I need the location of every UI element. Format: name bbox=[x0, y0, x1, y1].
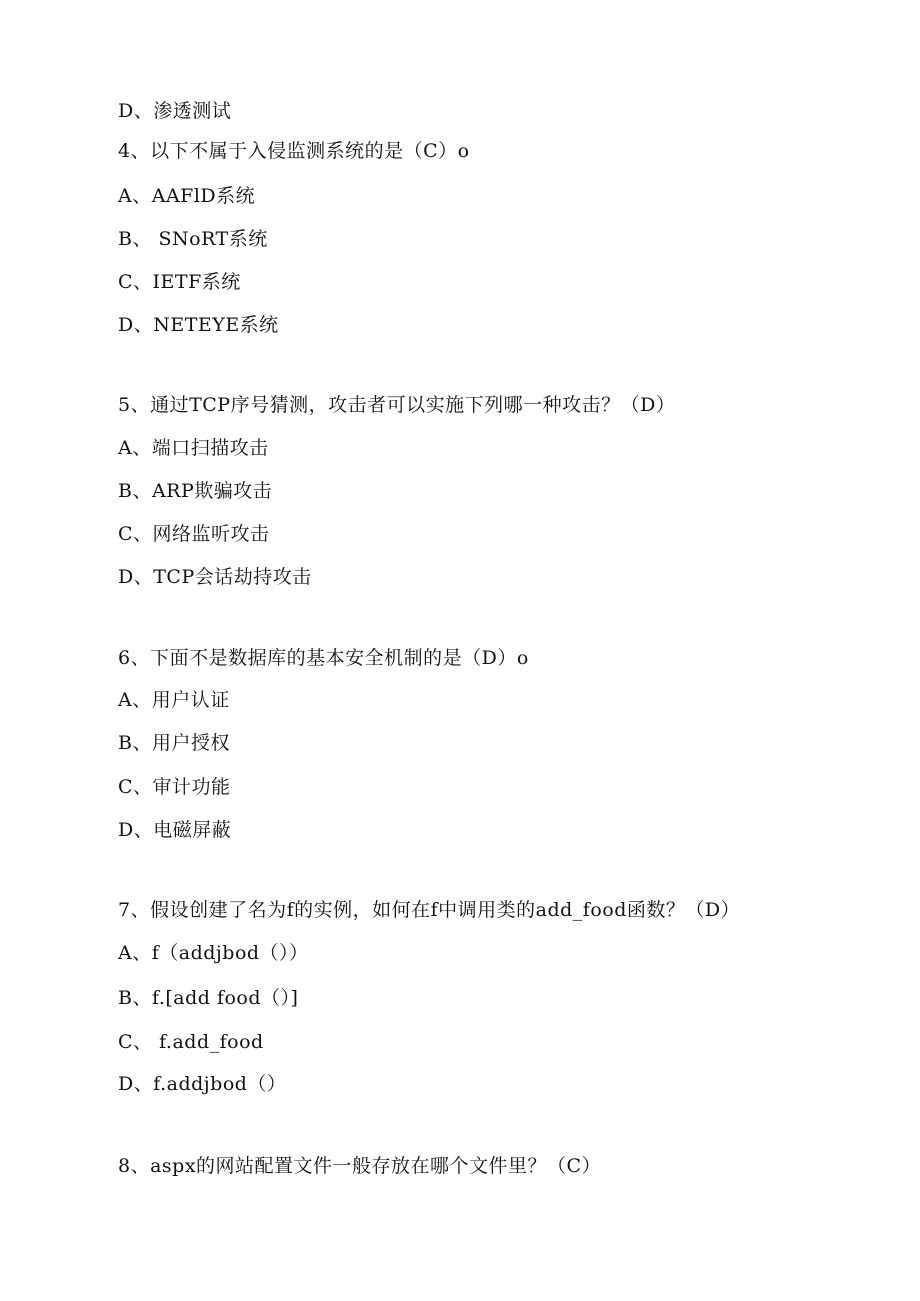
question-6-stem: 6、下面不是数据库的基本安全机制的是（D）o bbox=[118, 647, 529, 669]
question-7-option-d: D、f.addjbod（） bbox=[118, 1073, 287, 1095]
question-6-option-b: B、用户授权 bbox=[118, 732, 230, 754]
question-4-stem: 4、以下不属于入侵监测系统的是（C）o bbox=[118, 140, 470, 162]
question-7-option-a: A、f（addjbod（）） bbox=[118, 942, 309, 964]
question-4-option-a: A、AAFlD系统 bbox=[118, 185, 256, 207]
question-4-option-d: D、NETEYE系统 bbox=[118, 314, 279, 336]
question-7-option-b: B、f.[add food（）] bbox=[118, 987, 299, 1009]
question-4-option-c: C、IETF系统 bbox=[118, 271, 241, 293]
question-6-option-a: A、用户认证 bbox=[118, 689, 230, 711]
question-5-option-c: C、网络监听攻击 bbox=[118, 523, 270, 545]
question-7-option-c: C、 f.add_food bbox=[118, 1031, 264, 1053]
question-5-option-b: B、ARP欺骗攻击 bbox=[118, 480, 273, 502]
question-5-option-d: D、TCP会话劫持攻击 bbox=[118, 566, 312, 588]
prev-question-option-d: D、渗透测试 bbox=[118, 100, 232, 122]
question-5-stem: 5、通过TCP序号猜测，攻击者可以实施下列哪一种攻击？（D） bbox=[118, 394, 676, 416]
question-6-option-c: C、审计功能 bbox=[118, 776, 231, 798]
question-5-option-a: A、端口扫描攻击 bbox=[118, 437, 269, 459]
question-8-stem: 8、aspx的网站配置文件一般存放在哪个文件里？（C） bbox=[118, 1155, 602, 1177]
question-7-stem: 7、假设创建了名为f的实例，如何在f中调用类的add_food函数？（D） bbox=[118, 899, 741, 921]
question-4-option-b: B、 SNoRT系统 bbox=[118, 228, 268, 250]
question-6-option-d: D、电磁屏蔽 bbox=[118, 819, 232, 841]
